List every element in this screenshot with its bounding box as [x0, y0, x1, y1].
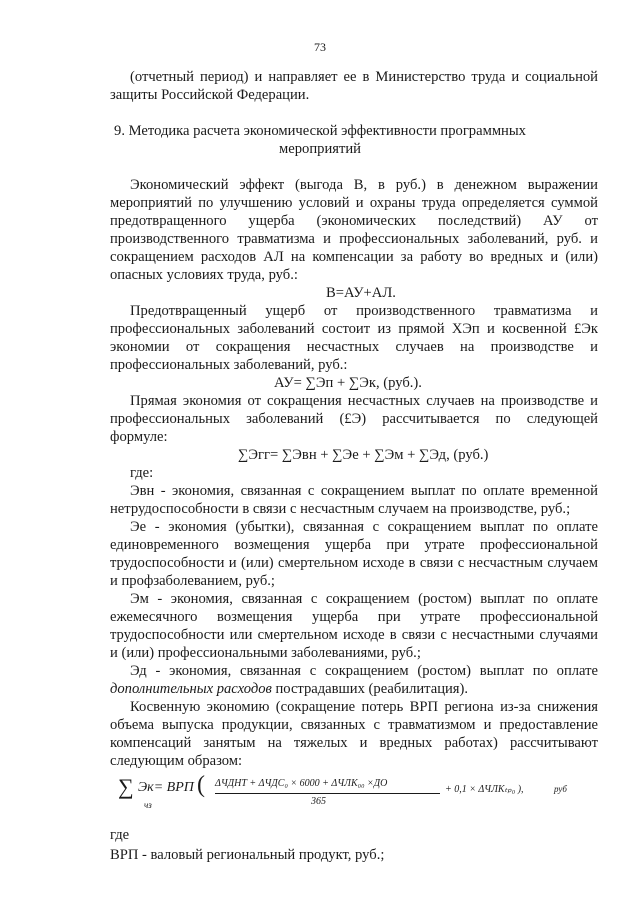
definition-line: Эвн - экономия, связанная с сокращением выплат по оплате временной — [130, 483, 598, 499]
paragraph-line: (отчетный период) и направляет ее в Министерство труда и социальной — [130, 69, 598, 85]
sum-symbol: ∑ — [118, 774, 134, 799]
formula-paren: ( — [197, 772, 205, 798]
definition-line: ежемесячного возмещения ущерба при утрате профессиональной — [110, 609, 598, 625]
formula-subscript: чз — [144, 800, 152, 810]
definition-line: единовременного возмещения ущерба при утрате профессиональной — [110, 537, 598, 553]
paragraph-line: компенсаций занятым на тяжелых и вредных работах) рассчитывают — [110, 735, 598, 751]
paragraph-line: экономии от сокращения несчастных случаев на производстве и — [110, 339, 598, 355]
formula-denominator: 365 — [311, 796, 326, 807]
paragraph-line: Экономический эффект (выгода В, в руб.) в денежном выражении — [130, 177, 598, 193]
equation-direct-savings: ∑Эгг= ∑Эвн + ∑Эе + ∑Эм + ∑Эд, (руб.) — [238, 447, 489, 463]
definition-line: Эе - экономия (убытки), связанная с сокращением выплат по оплате — [130, 519, 598, 535]
paragraph-line: производственного травматизма и профессиональных заболеваний, руб. и — [110, 231, 598, 247]
fraction-bar — [215, 793, 440, 794]
definition-line — [110, 680, 598, 698]
paragraph-line: мероприятий по улучшению условий и охраны труда определяется суммой — [110, 195, 598, 211]
formula-lhs: Эк= ВРП — [138, 780, 194, 795]
definition-line: Эм - экономия, связанная с сокращением (ростом) выплат по оплате — [130, 591, 598, 607]
equation-benefit: В=АУ+АЛ. — [326, 285, 396, 301]
where-label: где — [110, 827, 130, 843]
formula-unit: руб — [554, 784, 567, 794]
paragraph-line: формуле: — [110, 429, 168, 445]
paragraph-line: Предотвращенный ущерб от производственного травматизма и — [130, 303, 598, 319]
definition-line: нетрудоспособности в связи с несчастным случаем на производстве, руб.; — [110, 501, 571, 517]
definition-line: трудоспособности и (или) смертельном исходе в связи с несчастным случаем — [110, 555, 598, 571]
paragraph-line: профессиональных заболеваний состоит из прямой ХЭп и косвенной £Эк — [110, 321, 598, 337]
italic-term: дополнительных расходов — [110, 681, 272, 697]
section-heading: мероприятий — [279, 141, 361, 157]
paragraph-line: защиты Российской Федерации. — [110, 87, 310, 103]
definition-line: и (или) профессиональными заболеваниями, руб.; — [110, 645, 421, 661]
formula-numerator: ΔЧДНТ + ΔЧДС₀ × 6000 + ΔЧЛК₀₀ ×ДО — [215, 778, 388, 789]
definition-text: пострадавших (реабилитация). — [271, 681, 469, 697]
indirect-savings-formula — [118, 772, 598, 816]
definition-line: ВРП - валовый региональный продукт, руб.; — [110, 847, 385, 863]
paragraph-line: сокращением расходов АЛ на компенсации за работу во вредных и (или) — [110, 249, 598, 265]
paragraph-line: следующим образом: — [110, 753, 243, 769]
definition-line: трудоспособности или смертельном исходе в связи с несчастными случаями — [110, 627, 598, 643]
paragraph-line: предотвращенного ущерба (экономических последствий) АУ от — [110, 213, 598, 229]
definition-line: Эд - экономия, связанная с сокращением (ростом) выплат по оплате — [130, 663, 598, 679]
paragraph-line: опасных условиях труда, руб.: — [110, 267, 298, 283]
where-label: где: — [130, 465, 154, 481]
paragraph-line: объема выпуска продукции, связанных с травматизмом и предоставление — [110, 717, 598, 733]
section-heading: 9. Методика расчета экономической эффективности программных — [114, 123, 526, 139]
definition-line: и профзаболеванием, руб.; — [110, 573, 275, 589]
formula-tail: + 0,1 × ΔЧЛКₜₚ₀ ), — [445, 784, 524, 795]
paragraph-line: Прямая экономия от сокращения несчастных случаев на производстве и — [130, 393, 598, 409]
equation-prevented-damage: АУ= ∑Эп + ∑Эк, (руб.). — [274, 375, 422, 391]
paragraph-line: профессиональных заболеваний, руб.: — [110, 357, 348, 373]
paragraph-line: профессиональных заболеваний (£Э) рассчитывается по следующей — [110, 411, 598, 427]
paragraph-line: Косвенную экономию (сокращение потерь ВРП региона из-за снижения — [130, 699, 598, 715]
page-number: 73 — [314, 40, 326, 54]
